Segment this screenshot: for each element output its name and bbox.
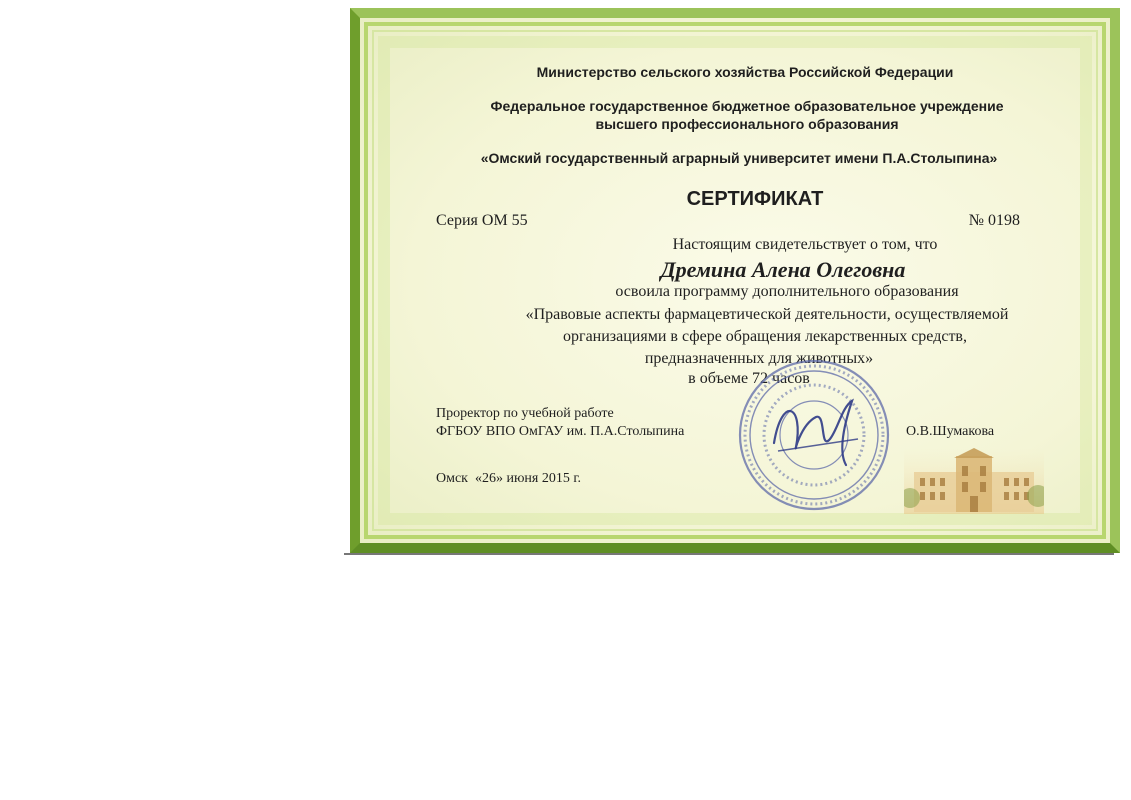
seal-stamp-icon bbox=[734, 355, 894, 515]
hours-text: в объеме 72 часов bbox=[688, 370, 810, 387]
university-name: «Омский государственный аграрный университет имени П.А.Столыпина» bbox=[480, 150, 998, 166]
signer-name: О.В.Шумакова bbox=[906, 424, 995, 439]
certificate bbox=[350, 8, 1120, 553]
program-line-2: организациями в сфере обращения лекарственных средств, bbox=[563, 328, 967, 345]
university-building-icon bbox=[904, 448, 1044, 514]
series-label: Серия ОМ 55 bbox=[436, 212, 528, 229]
certificate-title: СЕРТИФИКАТ bbox=[686, 188, 824, 210]
scan-edge-line bbox=[344, 553, 1114, 555]
issue-date: Омск «26» июня 2015 г. bbox=[436, 471, 582, 486]
institution-line-1: Федеральное государственное бюджетное образовательное учреждение bbox=[490, 98, 1004, 114]
signer-organization: ФГБОУ ВПО ОмГАУ им. П.А.Столыпина bbox=[436, 424, 685, 439]
recipient-name: Дремина Алена Олеговна bbox=[660, 257, 906, 282]
certify-text: Настоящим свидетельствует о том, что bbox=[672, 236, 938, 253]
ministry-heading: Министерство сельского хозяйства Российской Федерации bbox=[536, 64, 954, 80]
certificate-number: № 0198 bbox=[968, 212, 1020, 229]
signer-title: Проректор по учебной работе bbox=[436, 406, 614, 421]
program-line-1: «Правовые аспекты фармацевтической деятельности, осуществляемой bbox=[525, 306, 1009, 323]
signature-icon bbox=[774, 401, 852, 465]
mastered-text: освоила программу дополнительного образования bbox=[615, 283, 959, 300]
institution-line-2: высшего профессионального образования bbox=[595, 116, 899, 132]
program-line-3: предназначенных для животных» bbox=[644, 350, 874, 367]
